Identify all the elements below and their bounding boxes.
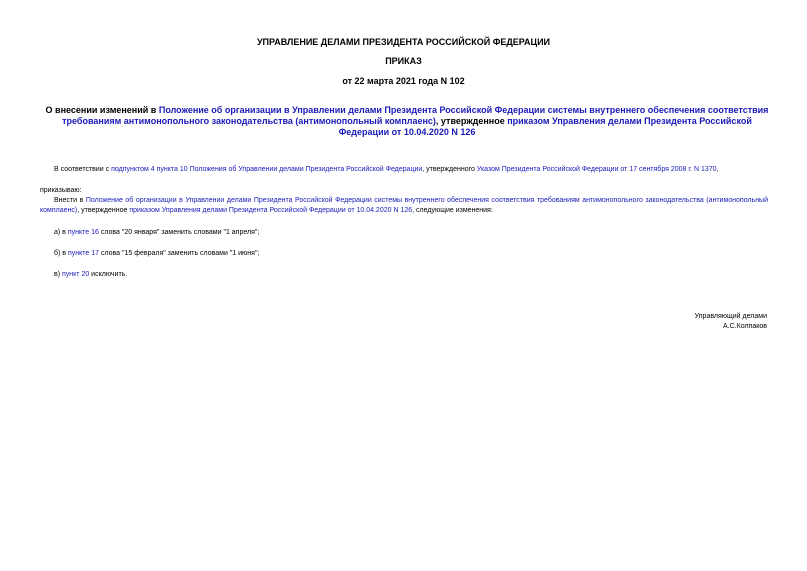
subject-link-order[interactable]: приказом Управления делами Президента Российской Федерации от 10.04.2020 N 126 — [338, 116, 752, 137]
basis-middle: , утвержденного — [422, 166, 477, 173]
document-date-number: от 22 марта 2021 года N 102 — [342, 76, 465, 86]
item-b-suffix: слова "15 февраля" заменить словами "1 июня"; — [99, 250, 260, 257]
basis-link-provision[interactable]: подпунктом 4 пункта 10 Положения об Управлении делами Президента Российской Федерации — [111, 166, 423, 173]
signature-name: А.С.Колпаков — [723, 323, 767, 330]
subject-link-regulation[interactable]: Положение об организации в Управлении делами Президента Российской Федерации системы внутреннего обеспечения соответствия требованиям антимонопольного законодательства (антимонопольный комплаенс) — [62, 105, 769, 126]
item-b-prefix: б) в — [54, 250, 68, 257]
list-item-b — [54, 249, 259, 259]
list-item-v — [54, 270, 127, 280]
amend-link-regulation[interactable]: Положение об организации в Управлении делами Президента Российской Федерации системы внутреннего обеспечения соответствия требованиям антимонопольного законодательства (антимонопольный комплаенс) — [40, 197, 768, 214]
subject-middle: , утвержденное — [435, 116, 508, 126]
amend-suffix: , следующие изменения: — [412, 207, 493, 214]
subject-prefix: О внесении изменений в — [45, 105, 159, 115]
basis-prefix: В соответствии с — [54, 166, 112, 173]
basis-suffix: , — [716, 166, 719, 173]
document-type: ПРИКАЗ — [385, 56, 422, 66]
amend-link-order[interactable]: приказом Управления делами Президента Российской Федерации от 10.04.2020 N 126 — [129, 207, 413, 214]
document-subject — [40, 105, 774, 138]
item-a-prefix: а) в — [54, 229, 68, 236]
item-v-suffix: исключить. — [89, 271, 128, 278]
signature-position: Управляющий делами — [694, 313, 767, 320]
paragraph-basis — [54, 165, 784, 175]
item-a-suffix: слова "20 января" заменить словами "1 апреля"; — [98, 229, 260, 236]
organization-title: УПРАВЛЕНИЕ ДЕЛАМИ ПРЕЗИДЕНТА РОССИЙСКОЙ ФЕДЕРАЦИИ — [256, 37, 551, 47]
item-v-link[interactable]: пункт 20 — [62, 271, 90, 278]
amend-prefix: Внести в — [54, 197, 86, 204]
item-b-link[interactable]: пункте 17 — [67, 250, 100, 257]
basis-link-decree[interactable]: Указом Президента Российской Федерации от 17 сентября 2008 г. N 1370 — [476, 166, 717, 173]
order-word: приказываю: — [40, 187, 82, 194]
item-a-link[interactable]: пункте 16 — [67, 229, 99, 236]
amend-middle: , утвержденное — [77, 207, 130, 214]
list-item-a — [54, 228, 259, 238]
paragraph-amend — [40, 196, 768, 216]
item-v-prefix: в) — [54, 271, 62, 278]
